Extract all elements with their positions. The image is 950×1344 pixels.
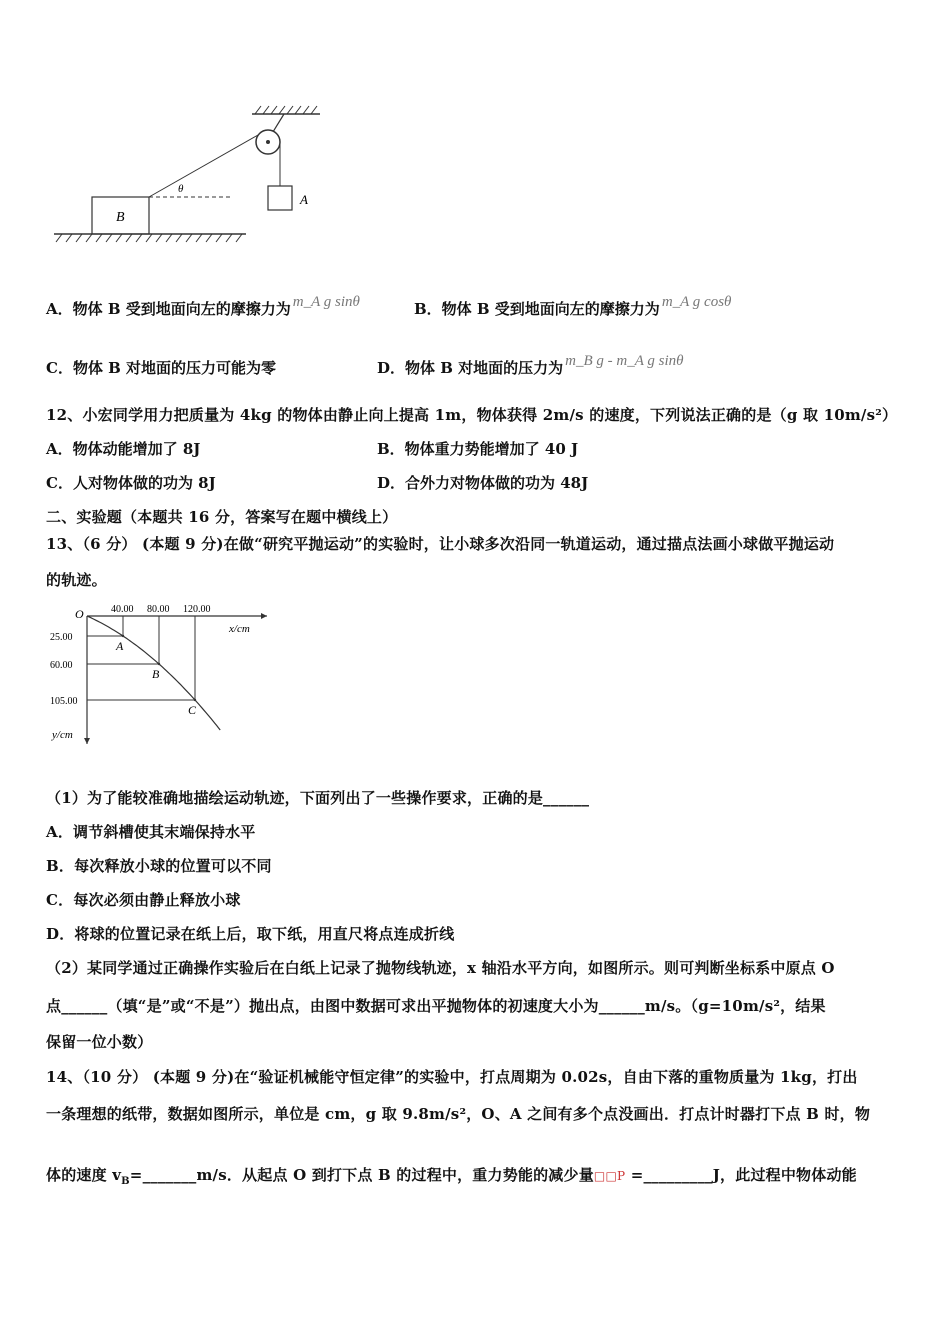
q12-option-b: B．物体重力势能增加了 40 J: [377, 440, 579, 458]
q14-line3: 体的速度 $v_B=\_\_\_\_\_\_\_m/s$．从起点 O 到打下点 B 的过程中，重力势能的减少量□□P =_________J，此过程中物体动能: [46, 1166, 857, 1187]
q11-option-b-formula: m_A g cosθ: [661, 294, 732, 310]
pulley-figure: [50, 100, 330, 245]
q12-option-d: D．合外力对物体做的功为 48J: [377, 474, 589, 492]
y-axis-label: y/cm: [52, 729, 73, 741]
y-axis-arrow: [84, 738, 90, 744]
svg-text:B: B: [116, 210, 125, 225]
section-heading: 二、实验题（本题共 16 分，答案写在题中横线上）: [46, 508, 398, 526]
x-axis-arrow: [261, 613, 267, 619]
point-label-b: B: [152, 667, 160, 681]
q13-sub2-line2: 点______（填“是”或“不是”）抛出点，由图中数据可求出平抛物体的初速度大小为______m/s。（g=10m/s²，结果: [46, 997, 826, 1015]
q12-option-a: A．物体动能增加了 8J: [46, 440, 201, 458]
q11-option-a: A．物体 B 受到地面向左的摩擦力为 m_A g sinθ: [46, 294, 360, 318]
y-tick-label: 25.00: [50, 632, 73, 643]
q14-line2: 一条理想的纸带，数据如图所示，单位是 cm，g 取 9.8m/s²，O、A 之间有多个点没画出．打点计时器打下点 B 时，物: [46, 1105, 871, 1123]
point-label-c: C: [188, 703, 197, 717]
svg-text:θ: θ: [178, 183, 184, 195]
x-tick-label: 80.00: [147, 604, 170, 615]
q13-option-a: A．调节斜槽使其末端保持水平: [46, 823, 256, 841]
q11-option-d: D．物体 B 对地面的压力为 m_B g - m_A g sinθ: [377, 353, 684, 377]
q11-option-b: B．物体 B 受到地面向左的摩擦力为 m_A g cosθ: [414, 294, 732, 318]
q13-stem-line1: 13、（6 分） (本题 9 分)在做“研究平抛运动”的实验时，让小球多次沿同一轨道运动，通过描点法画小球做平抛运动: [46, 535, 835, 553]
q12-option-c: C．人对物体做的功为 8J: [46, 474, 216, 492]
y-tick-label: 60.00: [50, 660, 73, 671]
point-label-a: A: [116, 639, 124, 653]
y-tick-label: 105.00: [50, 696, 78, 707]
potential-energy-symbol: □□P: [593, 1169, 626, 1183]
trajectory-chart: [46, 598, 276, 753]
q13-option-b: B．每次释放小球的位置可以不同: [46, 857, 272, 875]
q11-option-a-formula: m_A g sinθ: [292, 294, 360, 310]
q11-option-c: C．物体 B 对地面的压力可能为零: [46, 359, 277, 377]
q13-sub2-line3: 保留一位小数）: [46, 1033, 153, 1051]
x-tick-label: 120.00: [183, 604, 211, 615]
q13-sub1: （1）为了能较准确地描绘运动轨迹，下面列出了一些操作要求，正确的是______: [46, 789, 590, 807]
q11-option-d-formula: m_B g - m_A g sinθ: [565, 353, 684, 369]
q13-option-c: C．每次必须由静止释放小球: [46, 891, 241, 909]
q14-line1: 14、（10 分） (本题 9 分)在“验证机械能守恒定律”的实验中，打点周期为 0.02s，自由下落的重物质量为 1kg，打出: [46, 1068, 858, 1086]
origin-label: O: [75, 607, 84, 621]
q13-stem-line2: 的轨迹。: [46, 571, 107, 589]
x-axis-label: x/cm: [229, 623, 250, 635]
x-tick-label: 40.00: [111, 604, 134, 615]
svg-text:A: A: [300, 192, 308, 207]
q13-option-d: D．将球的位置记录在纸上后，取下纸，用直尺将点连成折线: [46, 925, 455, 943]
block-a: [268, 186, 292, 210]
q12-stem: 12、小宏同学用力把质量为 4kg 的物体由静止向上提高 1m，物体获得 2m/s 的速度，下列说法正确的是（g 取 10m/s²）: [46, 406, 898, 424]
q13-sub2-line1: （2）某同学通过正确操作实验后在白纸上记录了抛物线轨迹，x 轴沿水平方向，如图所示。则可判断坐标系中原点 O: [46, 959, 835, 977]
